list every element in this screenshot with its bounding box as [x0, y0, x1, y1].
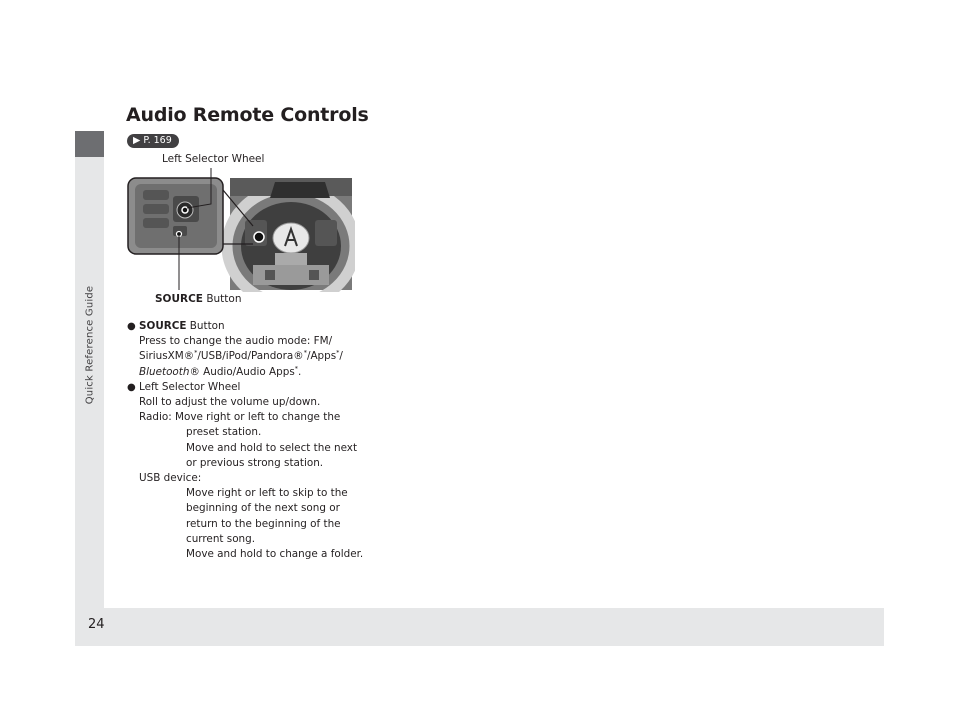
list-item-source: ● SOURCE Button: [127, 319, 387, 334]
list-item-left-selector-wheel: ● Left Selector Wheel: [127, 380, 387, 395]
side-tab-label: Quick Reference Guide: [84, 285, 96, 405]
arrow-right-icon: ▶: [133, 135, 141, 146]
page-reference-text: P. 169: [143, 135, 172, 146]
steering-wheel-illustration: [125, 160, 355, 292]
source-button-marker: [177, 232, 182, 237]
callout-left-selector-wheel: Left Selector Wheel: [162, 153, 265, 165]
bullet-icon: ●: [127, 381, 136, 393]
callout-source-button: SOURCE Button: [155, 293, 242, 305]
bullet-icon: ●: [127, 321, 136, 332]
page-number: 24: [88, 617, 105, 632]
page-reference-link[interactable]: [127, 134, 179, 148]
description-body: ● SOURCE Button Press to change the audio mode: FM/ SiriusXM®*/USB/iPod/Pandora®*/Apps*/ Bluetooth® Audio/Audio Apps*. ● Left Selector Wheel Roll to adjust the volume up/down. Radio: Move right or left to change the preset station. Move and hold to select the next or previous strong station. USB device: Move right or left to skip to the beginning of the next song or return to the beginning of the current song. Move and hold to change a folder.: [127, 319, 387, 562]
page-title: Audio Remote Controls: [126, 104, 369, 126]
side-tab-marker: [75, 131, 104, 157]
